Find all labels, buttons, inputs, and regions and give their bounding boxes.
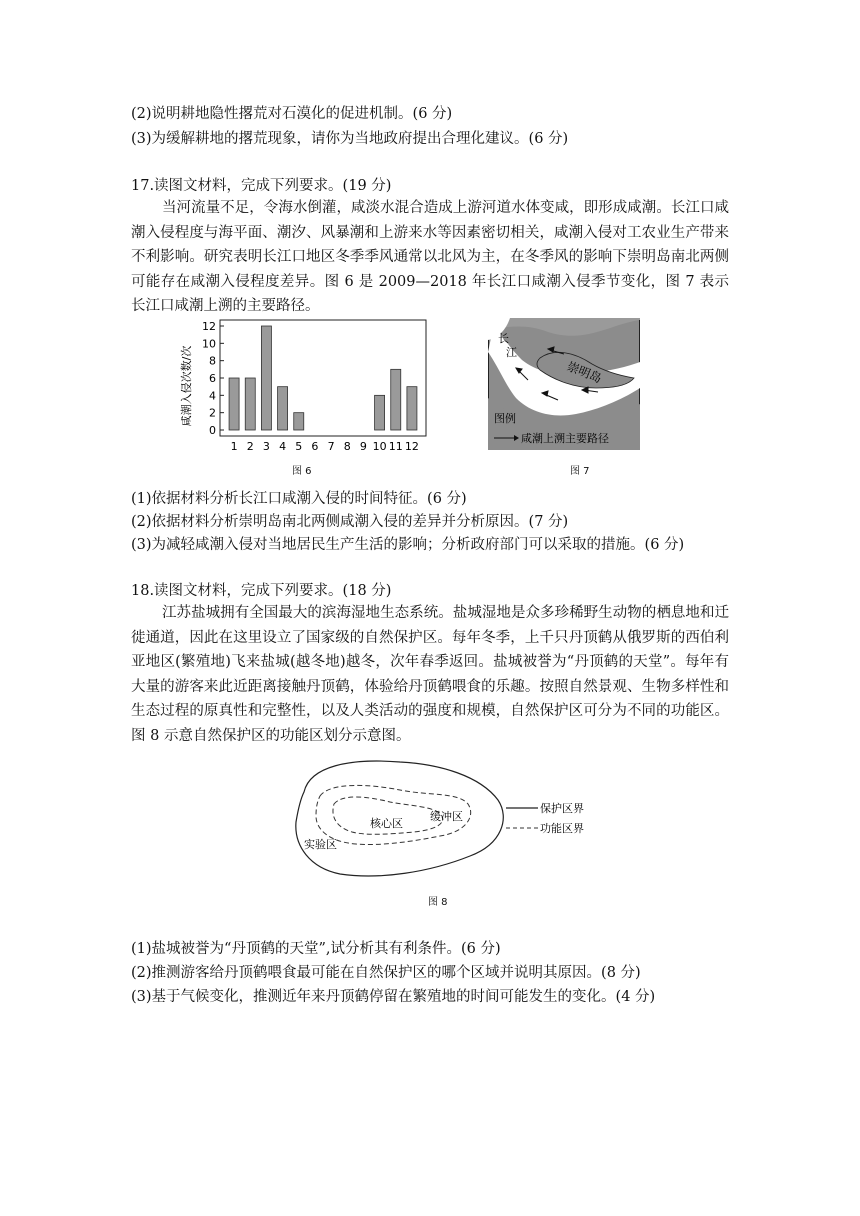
y-tick-label: 10 (202, 337, 216, 351)
q18-subquestion-1: (1)盐城被誉为“丹顶鹤的天堂”,试分析其有利条件。(6 分) (131, 941, 501, 957)
x-tick-label: 12 (404, 440, 419, 453)
q17-subquestion-2: (2)依据材料分析崇明岛南北两侧咸潮入侵的差异并分析原因。(7 分) (131, 514, 569, 530)
legend-title: 图例 (494, 412, 516, 425)
legend-solid-label: 保护区界 (540, 802, 584, 815)
q17-subquestion-1: (1)依据材料分析长江口咸潮入侵的时间特征。(6 分) (131, 491, 467, 507)
x-tick-label: 10 (372, 440, 387, 453)
y-tick-label: 8 (209, 354, 216, 368)
x-tick-label: 3 (262, 440, 270, 453)
q18-title: 18.读图文材料，完成下列要求。(18 分) (131, 583, 392, 599)
y-tick-label: 4 (209, 389, 216, 403)
island-label: 崇明岛 (565, 359, 604, 386)
x-tick-label: 4 (279, 440, 287, 453)
reserve-zoning-diagram (290, 756, 600, 884)
q16-subquestion-3: (3)为缓解耕地的撂荒现象，请你为当地政府提出合理化建议。(6 分) (131, 131, 569, 147)
x-tick-label: 8 (343, 440, 351, 453)
figure-8 (290, 756, 600, 884)
bar-month-11 (391, 369, 401, 430)
y-axis-label: 咸潮入侵次数/次 (180, 345, 193, 427)
x-tick-label: 9 (359, 440, 367, 453)
x-tick-label: 6 (311, 440, 319, 453)
estuary-map (488, 318, 640, 450)
q17-paragraph: 当河流量不足，令海水倒灌，咸淡水混合造成上游河道水体变咸，即形成咸潮。长江口咸潮入侵程度与海平面、潮汐、风暴潮和上游来水等因素密切相关，咸潮入侵对工农业生产带来不利影响。研究表明长江口地区冬季季风通常以北风为主，在冬季风的影响下崇明岛南北两侧可能存在咸潮入侵程度差异。图 6 是 2009—2018 年长江口咸潮入侵季节变化，图 7 表示长江口咸潮上溯的主要路径。 (131, 200, 729, 314)
bar-month-10 (375, 395, 385, 430)
core-zone-label: 核心区 (370, 817, 403, 830)
bar-month-2 (245, 378, 255, 430)
figure-8-caption: 图 8 (428, 897, 448, 908)
figure-6 (176, 316, 432, 456)
q17-subquestion-3: (3)为减轻咸潮入侵对当地居民生产生活的影响；分析政府部门可以采取的措施。(6 分) (131, 537, 685, 553)
river-label: 长江 (498, 332, 517, 359)
bar-month-1 (229, 378, 239, 430)
bar-month-12 (407, 387, 417, 430)
q18-subquestion-2: (2)推测游客给丹顶鹤喂食最可能在自然保护区的哪个区域并说明其原因。(8 分) (131, 965, 641, 981)
q18-subquestion-3: (3)基于气候变化，推测近年来丹顶鹤停留在繁殖地的时间可能发生的变化。(4 分) (131, 989, 656, 1005)
y-tick-label: 2 (209, 406, 216, 420)
y-tick-label: 12 (202, 320, 216, 333)
x-tick-label: 2 (246, 440, 254, 453)
x-tick-label: 1 (230, 440, 238, 453)
q18-paragraph: 江苏盐城拥有全国最大的滨海湿地生态系统。盐城湿地是众多珍稀野生动物的栖息地和迁徙通道，因此在这里设立了国家级的自然保护区。每年冬季，上千只丹顶鹤从俄罗斯的西伯利亚地区(繁殖地)飞来盐城(越冬地)越冬，次年春季返回。盐城被誉为“丹顶鹤的天堂”。每年有大量的游客来此近距离接触丹顶鹤，体验给丹顶鹤喂食的乐趣。按照自然景观、生物多样性和生态过程的原真性和完整性，以及人类活动的强度和规模，自然保护区可分为不同的功能区。图 8 示意自然保护区的功能区划分示意图。 (131, 605, 729, 744)
buffer-zone-label: 缓冲区 (430, 810, 463, 823)
y-tick-label: 0 (209, 424, 216, 437)
y-tick-label: 6 (209, 372, 216, 385)
q17-title: 17.读图文材料，完成下列要求。(19 分) (131, 178, 392, 194)
experiment-zone-label: 实验区 (304, 838, 337, 851)
figure-7 (488, 318, 640, 450)
figure-6-caption: 图 6 (292, 466, 312, 477)
bar-month-4 (278, 387, 288, 430)
legend-dashed-label: 功能区界 (540, 822, 584, 835)
x-tick-label: 7 (327, 440, 335, 453)
x-tick-label: 5 (295, 440, 303, 453)
bar-month-3 (261, 326, 271, 430)
x-tick-label: 11 (388, 440, 403, 453)
bar-month-5 (294, 413, 304, 430)
q16-subquestion-2: (2)说明耕地隐性撂荒对石漠化的促进机制。(6 分) (131, 106, 453, 122)
figure-7-caption: 图 7 (570, 466, 590, 477)
bar-chart (176, 316, 432, 456)
legend-item: 咸潮上溯主要路径 (521, 432, 609, 445)
